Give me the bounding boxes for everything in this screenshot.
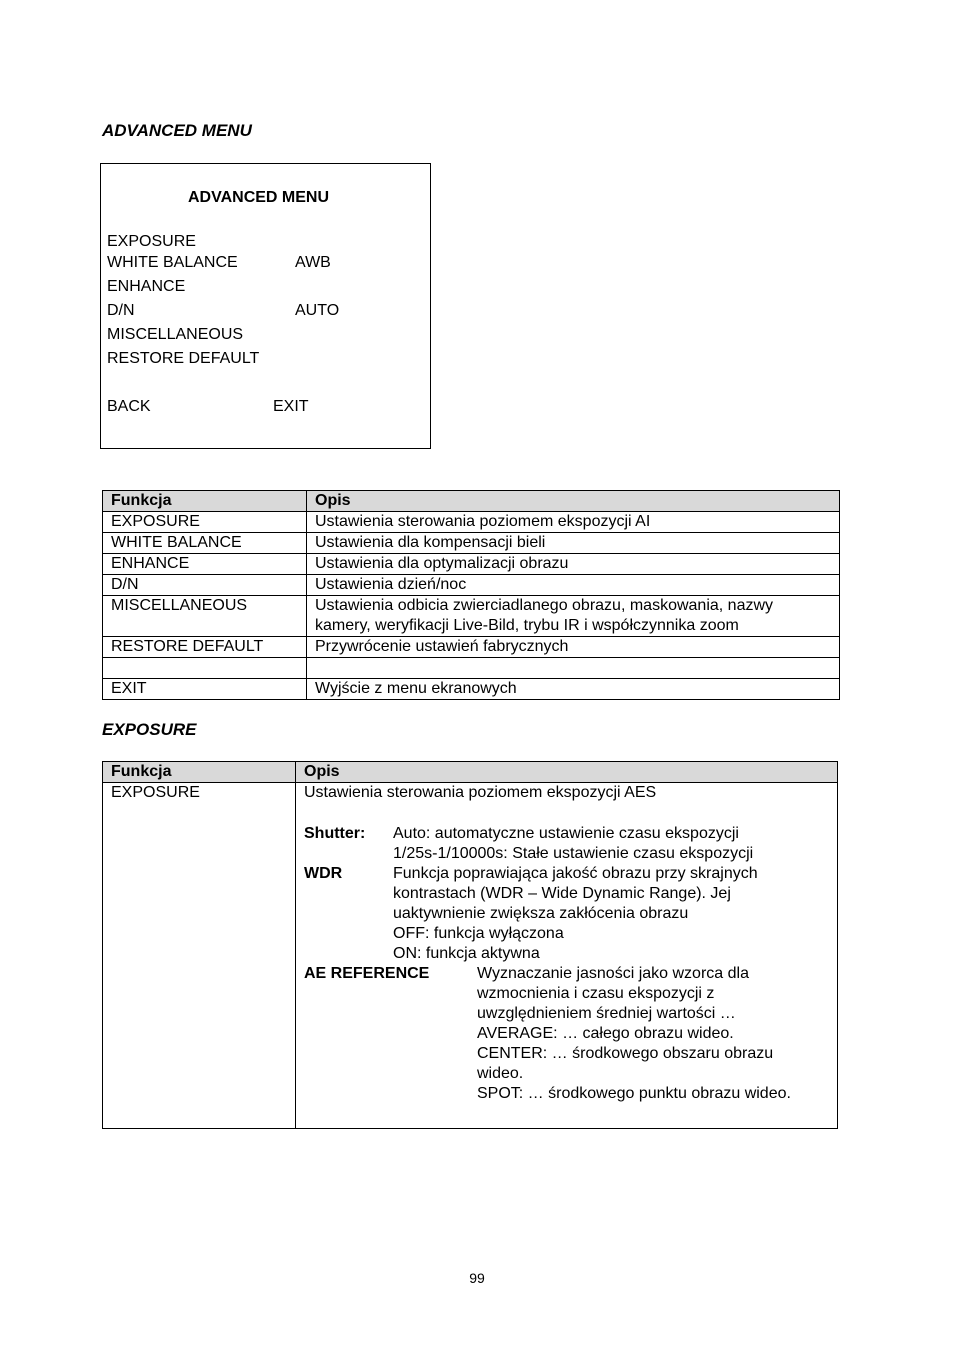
osd-value-white-balance: AWB bbox=[295, 254, 331, 271]
osd-item-restore-default: RESTORE DEFAULT bbox=[107, 350, 260, 367]
table-header-row bbox=[103, 762, 838, 783]
cell-desc: Ustawienia dla kompensacji bieli bbox=[307, 533, 840, 554]
cell-desc: Przywrócenie ustawień fabrycznych bbox=[307, 637, 840, 658]
ae-line: uwzględnieniem średniej wartości … bbox=[477, 1005, 736, 1022]
table-row bbox=[103, 783, 838, 1129]
cell-func: EXPOSURE bbox=[103, 512, 307, 533]
ae-reference-block bbox=[304, 964, 829, 1104]
cell-desc bbox=[307, 658, 840, 679]
wdr-line: ON: funkcja aktywna bbox=[393, 945, 540, 962]
table-row bbox=[103, 637, 840, 658]
ae-line: CENTER: … środkowego obszaru obrazu bbox=[477, 1045, 774, 1062]
osd-item-enhance: ENHANCE bbox=[107, 278, 186, 295]
cell-func: MISCELLANEOUS bbox=[103, 596, 307, 637]
cell-func: WHITE BALANCE bbox=[103, 533, 307, 554]
shutter-wdr-block bbox=[304, 824, 829, 964]
ae-line: wzmocnienia i czasu ekspozycji z bbox=[477, 985, 715, 1002]
wdr-desc bbox=[393, 864, 829, 964]
cell-func: RESTORE DEFAULT bbox=[103, 637, 307, 658]
table-row bbox=[103, 533, 840, 554]
cell-desc bbox=[307, 596, 840, 637]
table-header-row bbox=[103, 491, 840, 512]
cell-func: EXPOSURE bbox=[103, 783, 296, 1129]
cell-desc: Ustawienia dla optymalizacji obrazu bbox=[307, 554, 840, 575]
osd-item-miscellaneous: MISCELLANEOUS bbox=[107, 326, 244, 343]
osd-menu-box bbox=[100, 163, 431, 449]
section-heading-advanced-menu: ADVANCED MENU bbox=[102, 121, 252, 140]
ae-line: Wyznaczanie jasności jako wzorca dla bbox=[477, 965, 749, 982]
header-opis: Opis bbox=[307, 491, 840, 512]
osd-item-exposure: EXPOSURE bbox=[107, 233, 196, 250]
osd-item-dn: D/N bbox=[107, 302, 135, 319]
table-row-empty bbox=[103, 658, 840, 679]
shutter-label: Shutter: bbox=[304, 825, 366, 842]
table-row bbox=[103, 679, 840, 700]
shutter-line: 1/25s-1/10000s: Stałe ustawienie czasu ekspozycji bbox=[393, 845, 754, 862]
header-funkcja: Funkcja bbox=[103, 491, 307, 512]
header-funkcja: Funkcja bbox=[103, 762, 296, 783]
osd-exit: EXIT bbox=[273, 398, 309, 415]
osd-value-dn: AUTO bbox=[295, 302, 340, 319]
cell-desc: Wyjście z menu ekranowych bbox=[307, 679, 840, 700]
wdr-line: uaktywnienie zwiększa zakłócenia obrazu bbox=[393, 905, 689, 922]
cell-desc bbox=[296, 783, 838, 1129]
page-number: 99 bbox=[469, 1270, 485, 1286]
table-row bbox=[103, 554, 840, 575]
osd-back: BACK bbox=[107, 398, 151, 415]
cell-func: ENHANCE bbox=[103, 554, 307, 575]
cell-desc-line: Ustawienia odbicia zwierciadlanego obrazu, maskowania, nazwy bbox=[315, 597, 774, 614]
osd-item-white-balance: WHITE BALANCE bbox=[107, 254, 238, 271]
ae-line: SPOT: … środkowego punktu obrazu wideo. bbox=[477, 1085, 791, 1102]
wdr-line: Funkcja poprawiająca jakość obrazu przy skrajnych bbox=[393, 865, 758, 882]
cell-desc: Ustawienia dzień/noc bbox=[307, 575, 840, 596]
table-row bbox=[103, 512, 840, 533]
ae-reference-desc bbox=[477, 964, 829, 1104]
cell-func: EXIT bbox=[103, 679, 307, 700]
exposure-intro: Ustawienia sterowania poziomem ekspozycji AES bbox=[304, 784, 657, 801]
function-table bbox=[102, 490, 840, 700]
exposure-table bbox=[102, 761, 838, 1129]
section-heading-exposure: EXPOSURE bbox=[102, 720, 197, 739]
wdr-line: OFF: funkcja wyłączona bbox=[393, 925, 564, 942]
cell-func: D/N bbox=[103, 575, 307, 596]
ae-line: wideo. bbox=[477, 1065, 524, 1082]
cell-desc-line: kamery, weryfikacji Live-Bild, trybu IR i współczynnika zoom bbox=[315, 617, 739, 634]
shutter-line: Auto: automatyczne ustawienie czasu ekspozycji bbox=[393, 825, 739, 842]
ae-reference-label: AE REFERENCE bbox=[304, 965, 430, 982]
header-opis: Opis bbox=[296, 762, 838, 783]
wdr-line: kontrastach (WDR – Wide Dynamic Range). Jej bbox=[393, 885, 731, 902]
ae-line: AVERAGE: … całego obrazu wideo. bbox=[477, 1025, 734, 1042]
wdr-label: WDR bbox=[304, 865, 343, 882]
osd-menu-title: ADVANCED MENU bbox=[188, 189, 330, 206]
table-row bbox=[103, 596, 840, 637]
table-row bbox=[103, 575, 840, 596]
cell-func bbox=[103, 658, 307, 679]
cell-desc: Ustawienia sterowania poziomem ekspozycji AI bbox=[307, 512, 840, 533]
shutter-desc bbox=[393, 824, 829, 864]
